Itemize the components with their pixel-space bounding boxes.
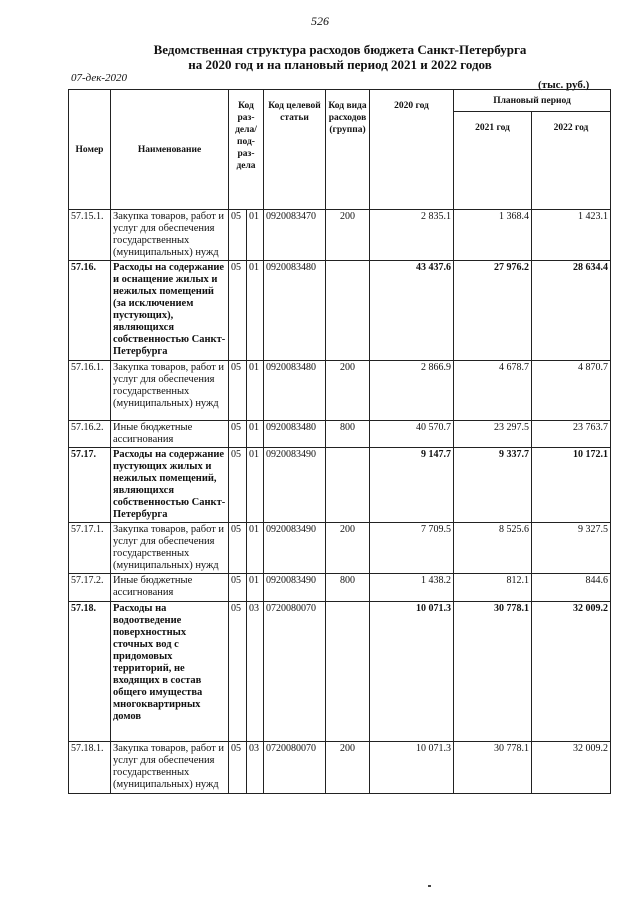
- row-amount-2021: 1 368.4: [454, 210, 532, 261]
- row-amount-2022: 28 634.4: [532, 261, 611, 361]
- row-amount-2021: 812.1: [454, 574, 532, 602]
- row-section: 05: [229, 421, 247, 448]
- row-target-code: 0720080070: [264, 602, 326, 742]
- header-2021: 2021 год: [454, 112, 532, 210]
- units-label: (тыс. руб.): [538, 79, 590, 91]
- row-number: 57.16.1.: [69, 361, 111, 421]
- row-amount-2022: 1 423.1: [532, 210, 611, 261]
- row-number: 57.17.2.: [69, 574, 111, 602]
- row-amount-2022: 9 327.5: [532, 523, 611, 574]
- row-target-code: 0920083490: [264, 574, 326, 602]
- table-row: [69, 261, 611, 361]
- row-amount-2020: 10 071.3: [370, 742, 454, 794]
- row-amount-2020: 7 709.5: [370, 523, 454, 574]
- row-amount-2022: 23 763.7: [532, 421, 611, 448]
- row-section: 05: [229, 448, 247, 523]
- row-section: 05: [229, 210, 247, 261]
- row-amount-2021: 9 337.7: [454, 448, 532, 523]
- row-name: Расходы на содержание и оснащение жилых и нежилых помещений (за исключением пустующих), являющихся собственностью Санкт-Петербурга: [111, 261, 229, 361]
- table-row: [69, 523, 611, 574]
- header-number: Номер: [69, 90, 111, 210]
- row-subsection: 03: [247, 742, 264, 794]
- row-target-code: 0920083470: [264, 210, 326, 261]
- row-target-code: 0920083490: [264, 448, 326, 523]
- row-amount-2021: 8 525.6: [454, 523, 532, 574]
- row-number: 57.16.: [69, 261, 111, 361]
- table-row: [69, 448, 611, 523]
- row-amount-2022: 32 009.2: [532, 742, 611, 794]
- title-line-2: на 2020 год и на плановый период 2021 и 2022 годов: [188, 57, 492, 72]
- row-kind-code: 200: [326, 210, 370, 261]
- row-target-code: 0920083480: [264, 361, 326, 421]
- budget-table: [68, 89, 611, 794]
- row-subsection: 01: [247, 261, 264, 361]
- row-name: Иные бюджетные ассигнования: [111, 421, 229, 448]
- row-number: 57.18.1.: [69, 742, 111, 794]
- row-target-code: 0920083480: [264, 261, 326, 361]
- table-row: [69, 421, 611, 448]
- table-row: [69, 742, 611, 794]
- row-section: 05: [229, 602, 247, 742]
- row-amount-2020: 2 866.9: [370, 361, 454, 421]
- table-row: [69, 361, 611, 421]
- row-number: 57.18.: [69, 602, 111, 742]
- row-number: 57.15.1.: [69, 210, 111, 261]
- row-amount-2022: 844.6: [532, 574, 611, 602]
- row-subsection: 01: [247, 361, 264, 421]
- row-name: Иные бюджетные ассигнования: [111, 574, 229, 602]
- table-body: [69, 210, 611, 794]
- header-section-code: Код раз-дела/ под-раз-дела: [229, 90, 264, 210]
- row-amount-2020: 9 147.7: [370, 448, 454, 523]
- row-amount-2021: 27 976.2: [454, 261, 532, 361]
- row-amount-2021: 30 778.1: [454, 742, 532, 794]
- header-kind-code: Код вида расходов (группа): [326, 90, 370, 210]
- row-subsection: 01: [247, 574, 264, 602]
- table-row: [69, 210, 611, 261]
- row-amount-2022: 4 870.7: [532, 361, 611, 421]
- row-kind-code: 200: [326, 361, 370, 421]
- row-section: 05: [229, 361, 247, 421]
- table-row: [69, 602, 611, 742]
- row-kind-code: [326, 602, 370, 742]
- row-number: 57.17.1.: [69, 523, 111, 574]
- row-number: 57.16.2.: [69, 421, 111, 448]
- row-section: 05: [229, 574, 247, 602]
- row-kind-code: 800: [326, 421, 370, 448]
- document-date: 07-дек-2020: [71, 72, 128, 84]
- row-target-code: 0920083480: [264, 421, 326, 448]
- row-kind-code: [326, 261, 370, 361]
- row-subsection: 01: [247, 210, 264, 261]
- header-plan-period: Плановый период: [454, 90, 611, 112]
- row-target-code: 0720080070: [264, 742, 326, 794]
- row-amount-2022: 10 172.1: [532, 448, 611, 523]
- scan-speck: [428, 885, 431, 887]
- row-amount-2022: 32 009.2: [532, 602, 611, 742]
- row-section: 05: [229, 742, 247, 794]
- header-2022: 2022 год: [532, 112, 611, 210]
- table-row: [69, 574, 611, 602]
- row-section: 05: [229, 261, 247, 361]
- row-subsection: 01: [247, 421, 264, 448]
- row-amount-2021: 4 678.7: [454, 361, 532, 421]
- row-subsection: 01: [247, 523, 264, 574]
- row-kind-code: 200: [326, 523, 370, 574]
- title-line-1: Ведомственная структура расходов бюджета Санкт-Петербурга: [153, 42, 527, 57]
- header-name: Наименование: [111, 90, 229, 210]
- budget-table-container: [68, 89, 610, 794]
- row-amount-2020: 10 071.3: [370, 602, 454, 742]
- page-number: 526: [311, 14, 329, 28]
- row-name: Расходы на водоотведение поверхностных сточных вод с придомовых территорий, не входящих в состав общего имущества многоквартирных домов: [111, 602, 229, 742]
- row-amount-2020: 2 835.1: [370, 210, 454, 261]
- row-amount-2021: 30 778.1: [454, 602, 532, 742]
- row-amount-2020: 40 570.7: [370, 421, 454, 448]
- row-name: Закупка товаров, работ и услуг для обеспечения государственных (муниципальных) нужд: [111, 361, 229, 421]
- row-kind-code: [326, 448, 370, 523]
- row-section: 05: [229, 523, 247, 574]
- row-subsection: 03: [247, 602, 264, 742]
- document-title: [60, 42, 620, 72]
- row-amount-2021: 23 297.5: [454, 421, 532, 448]
- row-kind-code: 200: [326, 742, 370, 794]
- row-amount-2020: 1 438.2: [370, 574, 454, 602]
- row-target-code: 0920083490: [264, 523, 326, 574]
- row-number: 57.17.: [69, 448, 111, 523]
- row-amount-2020: 43 437.6: [370, 261, 454, 361]
- header-target-code: Код целевой статьи: [264, 90, 326, 210]
- header-2020: 2020 год: [370, 90, 454, 210]
- row-subsection: 01: [247, 448, 264, 523]
- row-name: Закупка товаров, работ и услуг для обеспечения государственных (муниципальных) нужд: [111, 523, 229, 574]
- row-name: Закупка товаров, работ и услуг для обеспечения государственных (муниципальных) нужд: [111, 742, 229, 794]
- row-name: Закупка товаров, работ и услуг для обеспечения государственных (муниципальных) нужд: [111, 210, 229, 261]
- row-kind-code: 800: [326, 574, 370, 602]
- row-name: Расходы на содержание пустующих жилых и нежилых помещений, являющихся собственностью Санкт-Петербурга: [111, 448, 229, 523]
